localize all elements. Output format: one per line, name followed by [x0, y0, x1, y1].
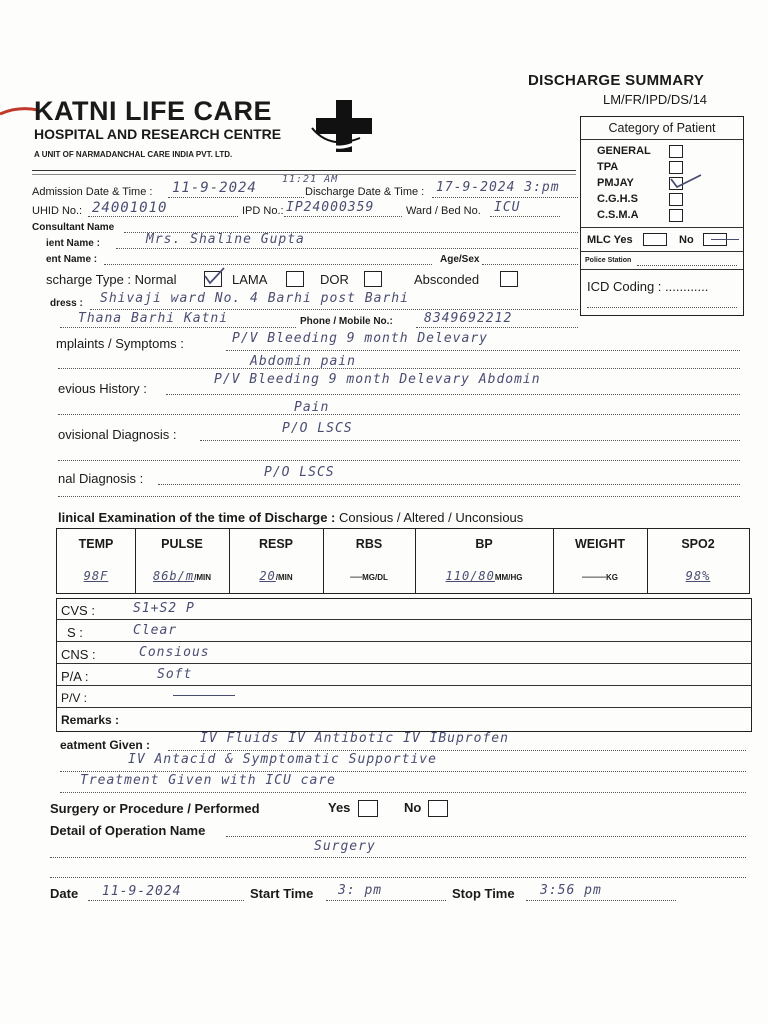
category-box: [580, 116, 744, 316]
check-mark-icon: [669, 171, 703, 191]
complaints-label: mplaints / Symptoms :: [56, 336, 184, 351]
category-option-csma[interactable]: C.S.M.A: [597, 209, 639, 221]
checkbox-csma[interactable]: [669, 209, 683, 222]
stop-time-label: Stop Time: [452, 886, 515, 901]
address-label: dress :: [50, 298, 83, 309]
surgery-yes-label: Yes: [328, 800, 351, 815]
treatment-line2[interactable]: IV Antacid & Symptomatic Supportive: [128, 752, 437, 767]
treatment-line3[interactable]: Treatment Given with ICU care: [80, 773, 336, 788]
mlc-no-label: No: [679, 234, 694, 246]
history-label: evious History :: [58, 381, 147, 396]
vitals-table: [56, 528, 750, 594]
icd-coding-label: ICD Coding : ............: [587, 279, 709, 294]
cvs-label: CVS :: [61, 603, 95, 618]
category-option-general[interactable]: GENERAL: [597, 145, 651, 157]
patient-name-value[interactable]: Mrs. Shaline Gupta: [146, 232, 305, 247]
address-line2[interactable]: Thana Barhi Katni: [78, 311, 229, 326]
vital-resp: RESP 20/MIN: [229, 529, 324, 593]
ent-name-label: ent Name :: [46, 254, 98, 265]
hospital-logo-icon: [310, 98, 378, 158]
doc-code: LM/FR/IPD/DS/14: [603, 92, 708, 107]
final-diag-label: nal Diagnosis :: [58, 471, 144, 486]
complaints-line2[interactable]: Abdomin pain: [250, 354, 356, 369]
dor-label: DOR: [320, 272, 349, 287]
checkbox-absconded[interactable]: [500, 271, 518, 287]
discharge-label: Discharge Date & Time :: [305, 186, 425, 198]
history-line1[interactable]: P/V Bleeding 9 month Delevary Abdomin: [214, 372, 541, 387]
normal-check-icon: [202, 266, 226, 286]
checkbox-cghs[interactable]: [669, 193, 683, 206]
checkbox-dor[interactable]: [364, 271, 382, 287]
final-diag-value[interactable]: P/O LSCS: [264, 465, 335, 480]
start-time-label: Start Time: [250, 886, 314, 901]
category-title: Category of Patient: [608, 121, 716, 135]
doc-title: DISCHARGE SUMMARY: [528, 72, 705, 89]
discharge-date-value[interactable]: 17-9-2024 3:pm: [436, 180, 560, 195]
date-value[interactable]: 11-9-2024: [102, 884, 182, 899]
checkbox-lama[interactable]: [286, 271, 304, 287]
absconded-label: Absconded: [414, 272, 480, 287]
ward-label: Ward / Bed No.: [406, 205, 481, 217]
hospital-name: KATNI LIFE CARE: [34, 96, 272, 126]
uhid-value[interactable]: 24001010: [92, 200, 168, 216]
discharge-type-label: scharge Type : Normal: [46, 272, 177, 287]
prov-diag-label: ovisional Diagnosis :: [58, 427, 177, 442]
date-label: Date: [50, 886, 79, 901]
mlc-label: MLC Yes: [587, 234, 633, 246]
checkbox-surgery-yes[interactable]: [358, 800, 378, 817]
category-option-pmjay[interactable]: PMJAY: [597, 177, 634, 189]
category-option-tpa[interactable]: TPA: [597, 161, 619, 173]
admission-label: Admission Date & Time :: [32, 186, 153, 198]
checkbox-general[interactable]: [669, 145, 683, 158]
consultant-label: Consultant Name: [32, 222, 115, 233]
lama-label: LAMA: [232, 272, 268, 287]
complaints-line1[interactable]: P/V Bleeding 9 month Delevary: [232, 331, 488, 346]
phone-label: Phone / Mobile No.:: [300, 316, 393, 327]
phone-value[interactable]: 8349692212: [424, 311, 513, 326]
ipd-value[interactable]: IP24000359: [286, 200, 375, 215]
treatment-label: eatment Given :: [60, 738, 151, 752]
ipd-label: IPD No.:: [242, 205, 284, 217]
remarks-label: Remarks :: [61, 713, 120, 727]
vital-spo2: SPO2 98%: [681, 537, 715, 583]
ward-value[interactable]: ICU: [494, 200, 521, 215]
stop-time-value[interactable]: 3:56 pm: [540, 883, 602, 898]
vital-bp: BP 110/80MM/HG: [415, 529, 554, 593]
vital-weight: WEIGHT ——KG: [553, 529, 648, 593]
surgery-label: Surgery or Procedure / Performed: [50, 801, 260, 816]
checkbox-mlc-yes[interactable]: [643, 233, 667, 246]
cvs-value[interactable]: S1+S2 P: [133, 601, 195, 616]
vital-pulse: PULSE 86b/m/MIN: [135, 529, 230, 593]
exam-title: linical Examination of the time of Discharge : Consious / Altered / Unconsious: [58, 510, 524, 525]
prov-diag-value[interactable]: P/O LSCS: [282, 421, 353, 436]
pa-value[interactable]: Soft: [157, 667, 193, 682]
start-time-value[interactable]: 3: pm: [338, 883, 383, 898]
unit-of: A UNIT OF NARMADANCHAL CARE INDIA PVT. LTD.: [34, 150, 233, 159]
admission-date-value[interactable]: 11-9-2024: [172, 180, 257, 196]
cns-label: CNS :: [61, 647, 96, 662]
category-option-cghs[interactable]: C.G.H.S: [597, 193, 638, 205]
checkbox-surgery-no[interactable]: [428, 800, 448, 817]
surgery-no-label: No: [404, 800, 422, 815]
operation-name-value[interactable]: Surgery: [314, 839, 376, 854]
treatment-line1[interactable]: IV Fluids IV Antibotic IV IBuprofen: [200, 731, 509, 746]
pv-label: P/V :: [61, 691, 88, 705]
age-sex-label: Age/Sex: [440, 254, 480, 265]
patient-name-label: ient Name :: [46, 238, 100, 249]
rs-label: S :: [67, 625, 83, 640]
vital-temp: TEMP 98F: [57, 529, 136, 593]
address-line1[interactable]: Shivaji ward No. 4 Barhi post Barhi: [100, 291, 409, 306]
systems-block: [56, 598, 752, 732]
admission-time-value[interactable]: 11:21 AM: [282, 174, 339, 185]
history-line2[interactable]: Pain: [294, 400, 330, 415]
hospital-sub: HOSPITAL AND RESEARCH CENTRE: [34, 126, 282, 142]
cns-value[interactable]: Consious: [139, 645, 210, 660]
uhid-label: UHID No.:: [32, 205, 83, 217]
police-station-label: Police Station: [585, 257, 632, 264]
rs-value[interactable]: Clear: [133, 623, 178, 638]
vital-rbs: RBS —MG/DL: [323, 529, 416, 593]
operation-name-label: Detail of Operation Name: [50, 823, 206, 838]
pa-label: P/A :: [61, 669, 89, 684]
